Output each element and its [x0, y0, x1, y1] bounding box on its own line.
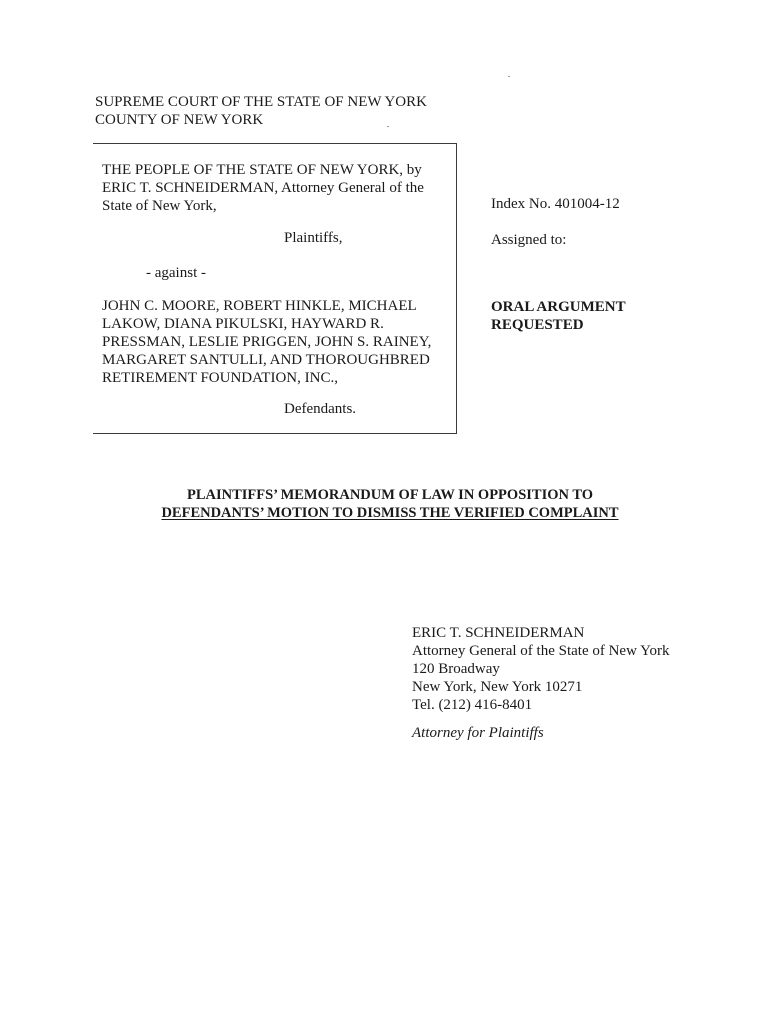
oral-argument-line: REQUESTED [491, 317, 584, 333]
defendant-party [102, 297, 431, 387]
plaintiff-line: State of New York, [102, 198, 217, 214]
plaintiff-line: THE PEOPLE OF THE STATE OF NEW YORK, by [102, 162, 422, 178]
signature-block [412, 624, 669, 714]
title-line-2: DEFENDANTS’ MOTION TO DISMISS THE VERIFIED COMPLAINT [161, 505, 619, 521]
document-title [0, 486, 768, 522]
defendant-line: PRESSMAN, LESLIE PRIGGEN, JOHN S. RAINEY, [102, 334, 432, 350]
court-name: SUPREME COURT OF THE STATE OF NEW YORK [95, 94, 427, 110]
attorney-title: Attorney General of the State of New York [412, 643, 670, 659]
county-name: COUNTY OF NEW YORK [95, 112, 264, 128]
caption-top-rule [93, 143, 457, 144]
attorney-role: Attorney for Plaintiffs [412, 725, 544, 741]
against-label: - against - [146, 265, 206, 281]
scan-speck [508, 76, 510, 77]
address-street: 120 Broadway [412, 661, 500, 677]
defendant-line: LAKOW, DIANA PIKULSKI, HAYWARD R. [102, 316, 384, 332]
oral-argument-line: ORAL ARGUMENT [491, 299, 626, 315]
assigned-to: Assigned to: [491, 232, 567, 248]
scan-speck [387, 126, 389, 127]
attorney-name: ERIC T. SCHNEIDERMAN [412, 625, 585, 641]
address-city: New York, New York 10271 [412, 679, 583, 695]
defendant-line: MARGARET SANTULLI, AND THOROUGHBRED [102, 352, 430, 368]
court-header [95, 93, 427, 129]
plaintiff-party [102, 161, 424, 215]
plaintiff-line: ERIC T. SCHNEIDERMAN, Attorney General of the [102, 180, 424, 196]
index-number: Index No. 401004-12 [491, 196, 620, 212]
title-line-1: PLAINTIFFS’ MEMORANDUM OF LAW IN OPPOSITION TO [186, 487, 594, 503]
defendant-line: RETIREMENT FOUNDATION, INC., [102, 370, 338, 386]
caption-right-rule [456, 143, 457, 434]
oral-argument-notice [491, 298, 626, 334]
plaintiffs-label: Plaintiffs, [284, 230, 343, 246]
phone-number: Tel. (212) 416-8401 [412, 697, 533, 713]
caption-bottom-rule [93, 433, 457, 434]
defendants-label: Defendants. [284, 401, 357, 417]
defendant-line: JOHN C. MOORE, ROBERT HINKLE, MICHAEL [102, 298, 417, 314]
